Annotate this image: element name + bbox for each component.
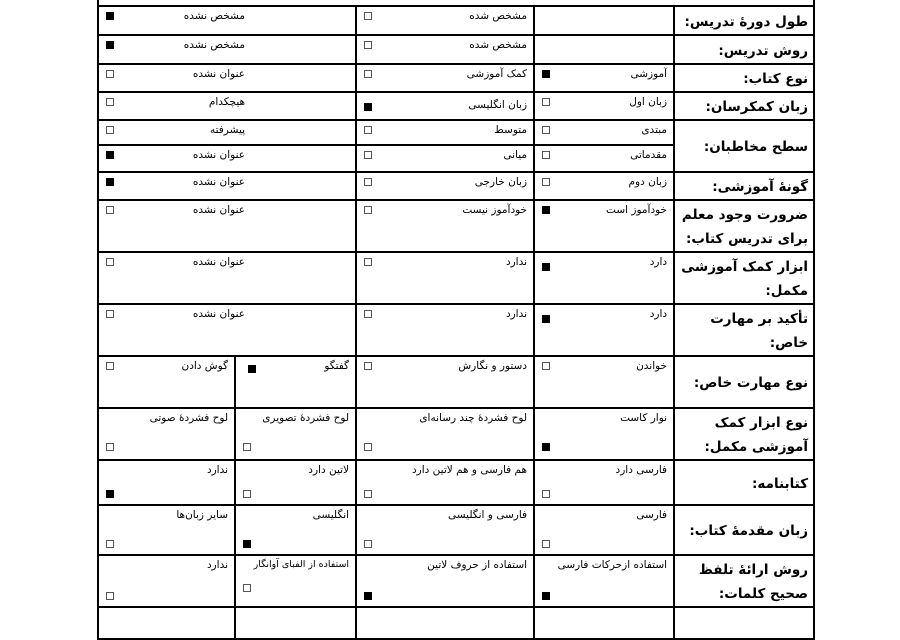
- option-grammar-writing[interactable]: دستور و نگارش: [356, 356, 534, 408]
- label-teacher-requirement: ضرورت وجود معلم برای تدریس کتاب:: [674, 200, 814, 252]
- checkbox-empty-icon[interactable]: [364, 126, 372, 134]
- option-persian[interactable]: فارسی: [534, 505, 674, 555]
- option-elementary[interactable]: مقدماتی: [534, 145, 674, 172]
- checkbox-empty-icon[interactable]: [106, 126, 114, 134]
- option-cut-off[interactable]: [356, 607, 534, 639]
- option-beginner[interactable]: مبتدی: [534, 120, 674, 145]
- checkbox-empty-icon[interactable]: [243, 584, 251, 592]
- checkbox-empty-icon[interactable]: [364, 41, 372, 49]
- option-specified[interactable]: مشخص شده: [356, 6, 534, 35]
- option-advanced[interactable]: پیشرفته: [98, 120, 356, 145]
- checkbox-empty-icon[interactable]: [364, 206, 372, 214]
- option-persian-vowels[interactable]: استفاده ازحرکات فارسی: [534, 555, 674, 607]
- option-multimedia-cd[interactable]: لوح فشردهٔ چند رسانه‌ای: [356, 408, 534, 460]
- checkbox-checked-icon[interactable]: [542, 592, 550, 600]
- checkbox-empty-icon[interactable]: [243, 490, 251, 498]
- checkbox-checked-icon[interactable]: [542, 443, 550, 451]
- checkbox-empty-icon[interactable]: [106, 443, 114, 451]
- label-book-type: نوع کتاب:: [674, 64, 814, 92]
- checkbox-empty-icon[interactable]: [364, 70, 372, 78]
- label-intro-language: زبان مقدمهٔ کتاب:: [674, 505, 814, 555]
- checkbox-empty-icon[interactable]: [364, 490, 372, 498]
- checkbox-empty-icon[interactable]: [542, 362, 550, 370]
- label-pronunciation-method: روش ارائهٔ تلفظ صحیح کلمات:: [674, 555, 814, 607]
- option-english[interactable]: انگلیسی: [235, 505, 356, 555]
- checkbox-empty-icon[interactable]: [364, 310, 372, 318]
- checkbox-empty-icon[interactable]: [542, 98, 550, 106]
- option-audio-cd[interactable]: لوح فشردهٔ صوتی: [98, 408, 235, 460]
- label-education-type: گونهٔ آموزشی:: [674, 172, 814, 200]
- checkbox-empty-icon[interactable]: [364, 362, 372, 370]
- checkbox-empty-icon[interactable]: [106, 310, 114, 318]
- checkbox-checked-icon[interactable]: [106, 151, 114, 159]
- label-supplementary-tool-type: نوع ابزار کمک آموزشی مکمل:: [674, 408, 814, 460]
- checkbox-empty-icon[interactable]: [364, 12, 372, 20]
- label-cut-off: [674, 607, 814, 639]
- checkbox-empty-icon[interactable]: [106, 98, 114, 106]
- checkbox-checked-icon[interactable]: [364, 592, 372, 600]
- option-video-cd[interactable]: لوح فشردهٔ تصویری: [235, 408, 356, 460]
- checkbox-checked-icon[interactable]: [542, 70, 550, 78]
- option-middle[interactable]: میانی: [356, 145, 534, 172]
- option-not-stated[interactable]: عنوان نشده: [98, 200, 356, 252]
- option-persian-and-latin[interactable]: هم فارسی و هم لاتین دارد: [356, 460, 534, 505]
- option-cut-off[interactable]: [98, 607, 235, 639]
- checkbox-empty-icon[interactable]: [106, 70, 114, 78]
- option-none[interactable]: هیچکدام: [98, 92, 356, 120]
- option-foreign-language[interactable]: زبان خارجی: [356, 172, 534, 200]
- option-latin-letters[interactable]: استفاده از حروف لاتین: [356, 555, 534, 607]
- option-reading[interactable]: خواندن: [534, 356, 674, 408]
- option-self-study[interactable]: خودآموز است: [534, 200, 674, 252]
- option-has-not[interactable]: ندارد: [356, 252, 534, 304]
- option-educational[interactable]: آموزشی: [534, 64, 674, 92]
- checkbox-checked-icon[interactable]: [106, 41, 114, 49]
- option-not-stated[interactable]: عنوان نشده: [98, 304, 356, 356]
- label-audience-level: سطح مخاطبان:: [674, 120, 814, 172]
- checkbox-empty-icon[interactable]: [542, 178, 550, 186]
- option-latin[interactable]: لاتین دارد: [235, 460, 356, 505]
- option-has-not[interactable]: ندارد: [356, 304, 534, 356]
- checkbox-empty-icon[interactable]: [243, 443, 251, 451]
- label-skill-type: نوع مهارت خاص:: [674, 356, 814, 408]
- option-conversation[interactable]: گفتگو: [235, 356, 356, 408]
- checkbox-empty-icon[interactable]: [542, 540, 550, 548]
- label-helper-language: زبان کمکرسان:: [674, 92, 814, 120]
- checkbox-checked-icon[interactable]: [364, 103, 372, 111]
- checkbox-checked-icon[interactable]: [542, 206, 550, 214]
- label-supplementary-tools: ابزار کمک آموزشی مکمل:: [674, 252, 814, 304]
- option-other-languages[interactable]: سایر زبان‌ها: [98, 505, 235, 555]
- checkbox-checked-icon[interactable]: [106, 178, 114, 186]
- option-persian-english[interactable]: فارسی و انگلیسی: [356, 505, 534, 555]
- book-evaluation-form: [97, 0, 813, 640]
- option-not-specified[interactable]: مشخص نشده: [98, 35, 356, 64]
- option-not-stated[interactable]: عنوان نشده: [98, 172, 356, 200]
- checkbox-empty-icon[interactable]: [364, 151, 372, 159]
- label-bibliography: کتابنامه:: [674, 460, 814, 505]
- option-has[interactable]: دارد: [534, 252, 674, 304]
- option-persian[interactable]: فارسی دارد: [534, 460, 674, 505]
- option-cassette[interactable]: نوار کاست: [534, 408, 674, 460]
- checkbox-empty-icon[interactable]: [364, 178, 372, 186]
- label-teaching-method: روش تدریس:: [674, 35, 814, 64]
- option-phonetic-alphabet[interactable]: استفاده از الفبای آوانگار: [235, 555, 356, 607]
- option-not-specified[interactable]: مشخص نشده: [98, 6, 356, 35]
- option-none[interactable]: ندارد: [98, 555, 235, 607]
- checkbox-empty-icon[interactable]: [542, 151, 550, 159]
- label-teaching-duration: طول دورهٔ تدریس:: [674, 6, 814, 35]
- option-second-language[interactable]: زبان دوم: [534, 172, 674, 200]
- option-has[interactable]: دارد: [534, 304, 674, 356]
- option-specified[interactable]: مشخص شده: [356, 35, 534, 64]
- checkbox-checked-icon[interactable]: [248, 365, 256, 373]
- option-not-self-study[interactable]: خودآموز نیست: [356, 200, 534, 252]
- checkbox-empty-icon[interactable]: [106, 592, 114, 600]
- form-table: [97, 0, 815, 640]
- option-not-stated[interactable]: عنوان نشده: [98, 252, 356, 304]
- checkbox-empty-icon[interactable]: [106, 362, 114, 370]
- label-skill-emphasis: تأکید بر مهارت خاص:: [674, 304, 814, 356]
- checkbox-checked-icon[interactable]: [243, 540, 251, 548]
- option-none[interactable]: ندارد: [98, 460, 235, 505]
- checkbox-checked-icon[interactable]: [542, 263, 550, 271]
- checkbox-checked-icon[interactable]: [106, 490, 114, 498]
- checkbox-empty-icon[interactable]: [106, 206, 114, 214]
- option-first-language[interactable]: زبان اول: [534, 92, 674, 120]
- checkbox-empty-icon[interactable]: [542, 126, 550, 134]
- checkbox-empty-icon[interactable]: [106, 258, 114, 266]
- option-cut-off[interactable]: [534, 607, 674, 639]
- option-not-stated[interactable]: عنوان نشده: [98, 64, 356, 92]
- checkbox-checked-icon[interactable]: [542, 315, 550, 323]
- option-not-stated[interactable]: عنوان نشده: [98, 145, 356, 172]
- checkbox-checked-icon[interactable]: [106, 12, 114, 20]
- option-cut-off[interactable]: [235, 607, 356, 639]
- checkbox-empty-icon[interactable]: [364, 258, 372, 266]
- checkbox-empty-icon[interactable]: [106, 540, 114, 548]
- option-listening[interactable]: گوش دادن: [98, 356, 235, 408]
- checkbox-empty-icon[interactable]: [364, 443, 372, 451]
- option-english[interactable]: زبان انگلیسی: [356, 92, 534, 120]
- option-supplementary[interactable]: کمک آموزشی: [356, 64, 534, 92]
- checkbox-empty-icon[interactable]: [542, 490, 550, 498]
- option-intermediate[interactable]: متوسط: [356, 120, 534, 145]
- checkbox-empty-icon[interactable]: [364, 540, 372, 548]
